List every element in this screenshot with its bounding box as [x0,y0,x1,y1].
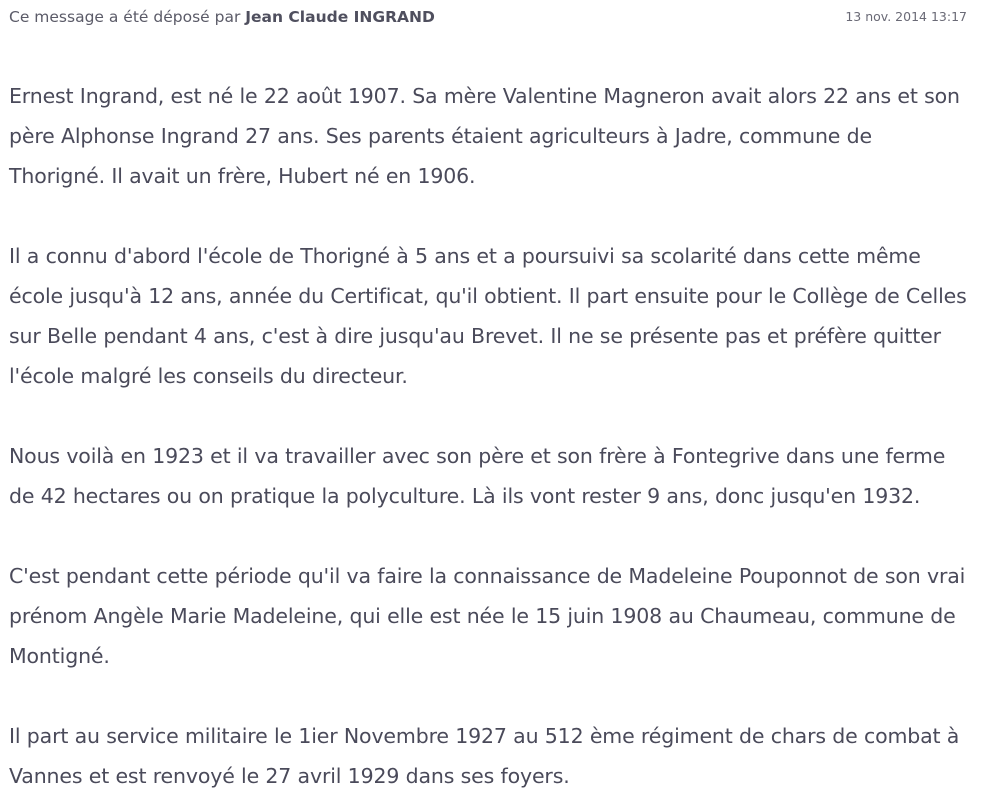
message-paragraph: Nous voilà en 1923 et il va travailler avec son père et son frère à Fontegrive dans une ferme de 42 hectares ou on pratique la polyculture. Là ils vont rester 9 ans, donc jusqu'en 1932. [9,444,946,508]
message-paragraph: Il a connu d'abord l'école de Thorigné à 5 ans et a poursuivi sa scolarité dans cette même école jusqu'à 12 ans, année du Certificat, qu'il obtient. Il part ensuite pour le Collège de Celles sur Belle pendant 4 ans, c'est à dire jusqu'au Brevet. Il ne se présente pas et préfère quitter l'école malgré les conseils du directeur. [9,244,967,388]
message-header [9,8,967,32]
posted-by-line [9,8,435,26]
author-name[interactable]: Jean Claude INGRAND [245,8,435,26]
posted-by-prefix: Ce message a été déposé par [9,8,246,26]
message-paragraph: C'est pendant cette période qu'il va faire la connaissance de Madeleine Pouponnot de son vrai prénom Angèle Marie Madeleine, qui elle est née le 15 juin 1908 au Chaumeau, commune de Montigné. [9,564,966,668]
message-timestamp: 13 nov. 2014 13:17 [845,9,967,24]
message-paragraph: Ernest Ingrand, est né le 22 août 1907. Sa mère Valentine Magneron avait alors 22 ans et son père Alphonse Ingrand 27 ans. Ses parents étaient agriculteurs à Jadre, commune de Thorigné. Il avait un frère, Hubert né en 1906. [9,84,960,188]
message-paragraph: Il part au service militaire le 1ier Novembre 1927 au 512 ème régiment de chars de combat à Vannes et est renvoyé le 27 avril 1929 dans ses foyers. [9,724,960,788]
message-body [9,76,971,800]
